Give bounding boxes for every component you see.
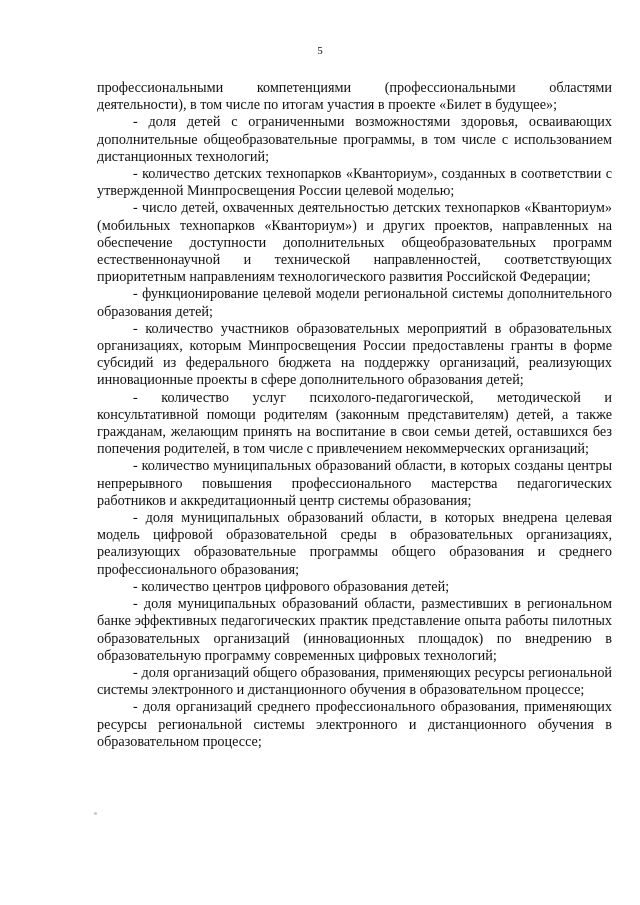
document-body <box>97 80 612 751</box>
paragraph-continuation: профессиональными компетенциями (профессиональными областями деятельности), в том числе по итогам участия в проекте «Билет в будущее»; <box>97 80 612 114</box>
list-item: - количество участников образовательных мероприятий в образовательных организациях, которым Минпросвещения России предоставлены гранты в форме субсидий из федерального бюджета на поддержку организаций, реализующих инновационные проекты в сфере дополнительного образования детей; <box>97 320 612 389</box>
list-item: - доля муниципальных образований области, в которых внедрена целевая модель цифровой образовательной среды в образовательных организациях, реализующих образовательные программы общего образования и среднего профессионального образования; <box>97 510 612 578</box>
list-item: - функционирование целевой модели региональной системы дополнительного образования детей; <box>97 286 612 320</box>
list-item: - доля организаций среднего профессионального образования, применяющих ресурсы региональной системы электронного и дистанционного обучения в образовательном процессе; <box>97 699 612 750</box>
list-item: - доля детей с ограниченными возможностями здоровья, осваивающих дополнительные общеобразовательные программы, в том числе с использованием дистанционных технологий; <box>97 114 612 165</box>
page-number: 5 <box>317 45 323 57</box>
list-item: - количество детских технопарков «Кванториум», созданных в соответствии с утвержденной Минпросвещения России целевой моделью; <box>97 166 612 200</box>
list-item: - доля организаций общего образования, применяющих ресурсы региональной системы электронного и дистанционного обучения в образовательном процессе; <box>97 664 612 699</box>
list-item: - число детей, охваченных деятельностью детских технопарков «Кванториум» (мобильных технопарков «Кванториум») и других проектов, направленных на обеспечение доступности дополнительных общеобразовательных программ естественнонаучной и технической направленностей, соответствующих приоритетным направлениям технологического развития Российской Федерации; <box>97 200 612 286</box>
list-item: - количество центров цифрового образования детей; <box>133 578 450 595</box>
scan-speck <box>94 812 97 815</box>
list-item: - количество услуг психолого-педагогической, методической и консультативной помощи родителям (законным представителям) детей, а также гражданам, желающим принять на воспитание в свои семьи детей, оставшихся без попечения родителей, в том числе с привлечением некоммерческих организаций; <box>97 389 612 458</box>
list-item: - количество муниципальных образований области, в которых созданы центры непрерывного повышения профессионального мастерства педагогических работников и аккредитационный центр системы образования; <box>97 458 612 509</box>
list-item: - доля муниципальных образований области, разместивших в региональном банке эффективных педагогических практик представление опыта работы пилотных образовательных организаций (инновационных площадок) по внедрению в образовательную программу современных цифровых технологий; <box>97 596 612 664</box>
